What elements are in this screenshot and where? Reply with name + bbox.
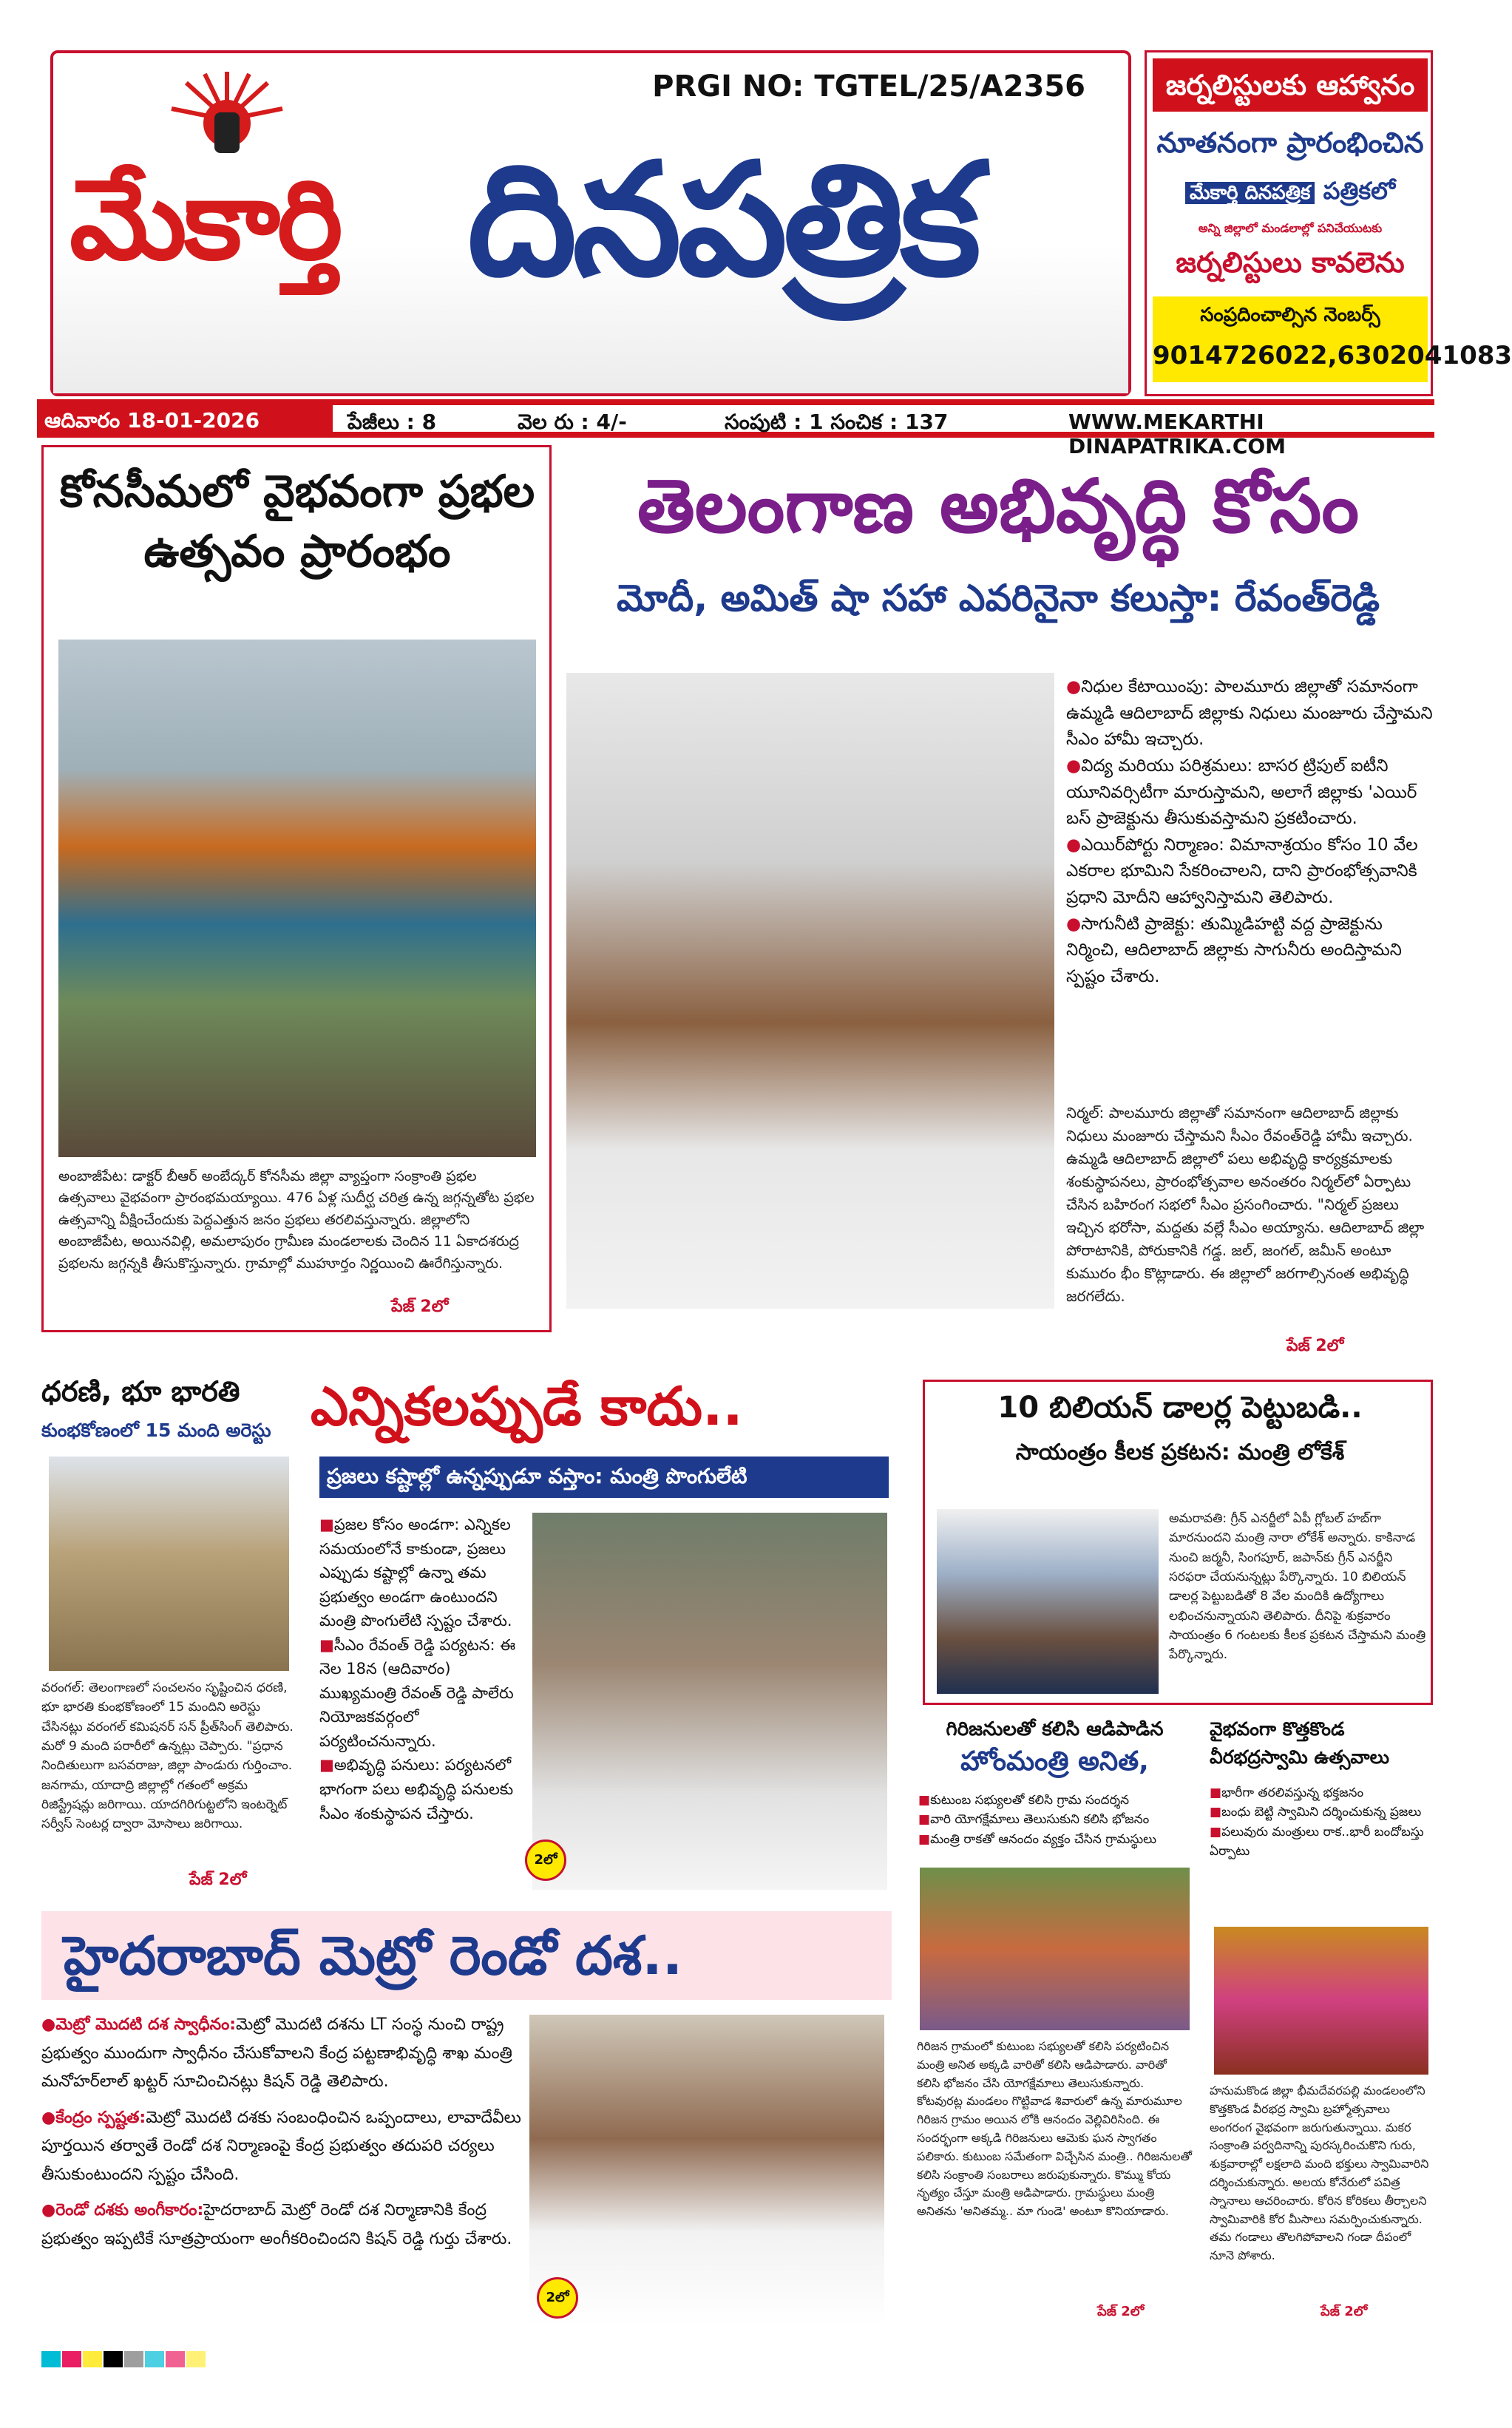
ad-heading: జర్నలిస్టులకు ఆహ్వానం	[1153, 58, 1428, 112]
dharani-story	[41, 1375, 296, 1893]
kothakonda-bullets	[1210, 1783, 1433, 1861]
anitha-headline-2: హోంమంత్రి అనిత,	[960, 1746, 1149, 1777]
lokesh-story	[923, 1380, 1433, 1705]
elections-bullet: ■ప్రజల కోసం అండగా: ఎన్నికల సమయంలోనే కాకుండా, ప్రజలు ఎప్పుడు కష్టాల్లో ఉన్నా తమ ప్రభుత్వం అండగా ఉంటుందని మంత్రి పొంగులేటి స్పష్టం చేశారు.	[319, 1516, 512, 1630]
kothakonda-bullet: ■పలువురు మంత్రులు రాక..భారీ బందోబస్తు ఏర్పాటు	[1210, 1824, 1424, 1859]
elections-headline: ఎన్నికలప్పుడే కాదు..	[311, 1375, 743, 1437]
journalist-recruitment-ad	[1145, 50, 1512, 396]
website: WWW.MEKARTHI DINAPATRIKA.COM	[1068, 410, 1286, 458]
kothakonda-caption: హనుమకొండ జిల్లా భీమదేవరపల్లి మండలంలోని కొత్తకొండ వీరభద్ర స్వామి బ్రహ్మోత్సవాలు అంగరంగ వైభవంగా జరుగుతున్నాయి. మకర సంక్రాంతి పర్వదినాన్ని పురస్కరించుకొని గురు, శుక్రవారాల్లో లక్షలాది మంది భక్తులు స్వామివారిని దర్శించుకున్నారు. అలయ కోనేరులో పవిత్ర స్నానాలు ఆచరించారు. కోరిన కోరికలు తీర్చాలని స్వామివారికి కోర మీసాలు సమర్పించుకున్నారు. తమ గండాలు తొలగిపోవాలని గండా దీపంలో నూనె పోశారు.	[1210, 2083, 1429, 2263]
lead-bullets	[1066, 674, 1436, 991]
metro-bullet-label: రెండో దశకు అంగీకారం:	[55, 2201, 204, 2220]
elections-bullet: ■సీఎం రేవంత్ రెడ్డి పర్యటన: ఈ నెల 18న (ఆదివారం) ముఖ్యమంత్రి రేవంత్ రెడ్డి పాలేరు నియోజకవర్గంలో పర్యటించనున్నారు.	[319, 1635, 516, 1750]
anitha-bullet: ■వారి యోగక్షేమాలు తెలుసుకుని కలిసి భోజనం	[918, 1812, 1150, 1828]
ad-contact-label: సంప్రదించాల్సిన నెంబర్స్	[1200, 304, 1380, 326]
masthead	[50, 50, 1131, 396]
lead-continued[interactable]: పేజ్ 2లో	[1286, 1337, 1344, 1355]
konaseema-caption: అంబాజీపేట: డాక్టర్ బీఆర్ అంబేద్కర్ కోనసీమ జిల్లా వ్యాప్తంగా సంక్రాంతి ప్రభల ఉత్సవాలు వైభవంగా ప్రారంభమయ్యాయి. 476 ఏళ్ల సుదీర్ఘ చరిత్ర ఉన్న జగ్గన్నతోట ప్రభల ఉత్సవాన్ని వీక్షించేందుకు పెద్దఎత్తున జనం ప్రభలు తరలివస్తున్నారు. జిల్లాలోని అంబాజీపేట, అయినవిల్లి, అమలాపురం గ్రామీణ మండలాలకు చెందిన 11 ఏకాదశరుద్ర ప్రభలను జగ్గన్నకి తీసుకొస్తున్నారు. గ్రామాల్లో ముహూర్తం నిర్ణయించి ఊరేగిస్తున్నారు.	[58, 1168, 535, 1272]
printer-color-strip	[41, 2351, 1434, 2373]
elections-page2-badge[interactable]: 2లో	[525, 1839, 566, 1881]
kothakonda-story	[1210, 1712, 1433, 2333]
issue-info-bar	[37, 399, 1434, 458]
lead-body: నిర్మల్: పాలమూరు జిల్లాతో సమానంగా ఆదిలాబాద్ జిల్లాకు నిధులు మంజూరు చేస్తామని సీఎం రేవంత్‌రెడ్డి హామీ ఇచ్చారు. ఉమ్మడి ఆదిలాబాద్ జిల్లాలో పలు అభివృద్ధి కార్యక్రమాలకు శంకుస్థాపనలు, ప్రారంభోత్సవాల అనంతరం నిర్మల్‌లో ఏర్పాటు చేసిన బహిరంగ సభలో సీఎం ప్రసంగించారు. "నిర్మల్ ప్రజలు ఇచ్చిన భరోసా, మద్దతు వల్లే సీఎం అయ్యాను. ఆదిలాబాద్ జిల్లా పోరాటానికి, పోరుకానికి గడ్డ. జల్, జంగల్, జమీన్ అంటూ కుమురం భీం కొట్లాడారు. ఈ జిల్లాలో జరగాల్సినంత అభివృద్ధి జరగలేదు.	[1066, 1104, 1425, 1305]
dharani-continued[interactable]: పేజ్ 2లో	[189, 1871, 247, 1889]
kishan-reddy-photo	[529, 2015, 884, 2325]
issue-date: ఆదివారం 18-01-2026	[37, 405, 333, 432]
elections-subhead: ప్రజలు కష్టాల్లో ఉన్నప్పుడూ వస్తాం: మంత్రి పొంగులేటి	[319, 1457, 889, 1498]
ponguleti-photo	[532, 1513, 887, 1890]
ad-contact-block	[1153, 296, 1512, 382]
kothakonda-headline-1: వైభవంగా కొత్తకొండ	[1210, 1718, 1345, 1740]
revanth-reddy-photo	[566, 673, 1054, 1309]
metro-bullet: ●కేంద్రం స్పష్టత:మెట్రో మొదటి దశకు సంబంధించిన ఒప్పందాలు, లావాదేవీలు పూర్తయిన తర్వాతే రెండో దశ నిర్మాణంపై కేంద్ర ప్రభుత్వం తదుపరి చర్యలు తీసుకుంటుందని స్పష్టం చేసింది.	[41, 2108, 521, 2184]
lead-bullet: ●విద్య మరియు పరిశ్రమలు: బాసర ట్రిపుల్ ఐటీని యూనివర్సిటీగా మారుస్తామని, అలాగే జిల్లాకు 'ఎయిర్ బస్ ప్రాజెక్టును తీసుకువస్తామని ప్రకటించారు.	[1066, 756, 1417, 829]
anitha-bullets	[918, 1791, 1192, 1849]
dharani-caption: వరంగల్: తెలంగాణలో సంచలనం సృష్టించిన ధరణి, భూ భారతి కుంభకోణంలో 15 మందిని అరెస్టు చేసినట్లు వరంగల్ కమిషనర్ సన్ ప్రీత్‌సింగ్ తెలిపారు. మరో 9 మంది పరారీలో ఉన్నట్లు చెప్పారు. "ప్రధాన నిందితులుగా బసవరాజు, జిల్లా పాండురు గుర్తించాం. జనగామ, యాదాద్రి జిల్లాల్లో గతంలో అక్రమ రిజిస్ట్రేషన్లు జరిగాయి. యాదగిరిగుట్టలోని ఇంటర్నెట్ సర్వీస్ సెంటర్ల ద్వారా మోసాలు జరిగాయి.	[41, 1681, 294, 1832]
kothakonda-continued[interactable]: పేజ్ 2లో	[1321, 2304, 1368, 2319]
raised-fist-logo-icon	[164, 68, 290, 164]
kothakonda-bullet: ■బంధు బెట్టి స్వామిని దర్శించుకున్న ప్రజలు	[1210, 1805, 1422, 1820]
issue-price: వెల రు : 4/-	[518, 410, 627, 434]
metro-bullet: ●మెట్రో మొదటి దశ స్వాధీనం:మెట్రో మొదటి దశను LT సంస్థ నుంచి రాష్ట్ర ప్రభుత్వం ముందుగా స్వాధీనం చేసుకోవాలని కేంద్ర పట్టణాభివృద్ధి శాఖ మంత్రి మనోహర్‌లాల్ ఖట్టర్ సూచించినట్లు కిషన్ రెడ్డి తెలిపారు.	[41, 2015, 512, 2091]
metro-story	[41, 1911, 892, 2333]
metro-bullet: ●రెండో దశకు అంగీకారం:హైదరాబాద్ మెట్రో రెండో దశ నిర్మాణానికి కేంద్ర ప్రభుత్వం ఇప్పటికే సూత్రప్రాయంగా అంగీకరించిందని కిషన్ రెడ్డి గుర్తు చేశారు.	[41, 2201, 512, 2248]
lead-headline: తెలంగాణ అభివృద్ధి కోసం	[637, 463, 1360, 549]
metro-bullet-label: కేంద్రం స్పష్టత:	[55, 2108, 146, 2127]
ad-brand: మేకార్తి దినపత్రిక	[1185, 182, 1315, 204]
dharani-subhead: కుంభకోణంలో 15 మంది అరెస్టు	[41, 1420, 271, 1441]
ad-contact-numbers: 9014726022,6302041083	[1153, 341, 1512, 370]
logo-dinapatrika: దినపత్రిక	[467, 128, 977, 311]
anitha-headline-1: గిరిజనులతో కలిసి ఆడిపాడిన	[946, 1718, 1164, 1740]
lokesh-headline: 10 బిలియన్ డాలర్ల పెట్టుబడి..	[997, 1391, 1363, 1425]
konaseema-continued[interactable]: పేజ్ 2లో	[391, 1298, 449, 1316]
elections-bullets	[319, 1513, 523, 1825]
lead-bullet: ●సాగునీటి ప్రాజెక్టు: తుమ్మిడిహట్టి వద్ద ప్రాజెక్టును నిర్మించి, ఆదిలాబాద్ జిల్లాకు సాగునీరు అందిస్తామని స్పష్టం చేశారు.	[1066, 914, 1402, 987]
ad-brand-suffix: పత్రికలో	[1323, 177, 1396, 205]
tribal-village-photo	[920, 1868, 1190, 2030]
metro-page2-badge[interactable]: 2లో	[537, 2277, 578, 2319]
lokesh-caption: అమరావతి: గ్రీన్ ఎనర్జీలో ఏపీ గ్లోబల్ హబ్‌గా మారనుందని మంత్రి నారా లోకేశ్ అన్నారు. కాకినాడ నుంచి జర్మనీ, సింగపూర్, జపాన్‌కు గ్రీన్ ఎనర్జీని సరఫరా చేయనున్నట్లు పేర్కొన్నారు. 10 బిలియన్ డాలర్ల పెట్టుబడితో 8 వేల మందికి ఉద్యోగాలు లభించనున్నాయని తెలిపారు. దీనిపై శుక్రవారం సాయంత్రం 6 గంటలకు కీలక ప్రకటన చేస్తామని మంత్రి పేర్కొన్నారు.	[1169, 1511, 1426, 1663]
prabhala-festival-photo	[58, 640, 536, 1157]
anitha-bullet: ■మంత్రి రాకతో ఆనందం వ్యక్తం చేసిన గ్రామస్థులు	[918, 1831, 1157, 1847]
prgi-number: PRGI NO: TGTEL/25/A2356	[652, 69, 1085, 104]
elections-bullet: ■అభివృద్ధి పనులు: పర్యటనలో భాగంగా పలు అభివృద్ధి పనులకు సీఎం శంకుస్థాపన చేస్తారు.	[319, 1756, 514, 1822]
elections-story	[311, 1375, 895, 1893]
kothakonda-headline-2: వీరభద్రస్వామి ఉత్సవాలు	[1210, 1746, 1389, 1768]
issue-volume: సంపుటి : 1 సంచిక : 137	[725, 410, 949, 434]
konaseema-story	[41, 445, 552, 1332]
ad-line-new: నూతనంగా ప్రారంభించిన	[1156, 126, 1424, 159]
metro-headline: హైదరాబాద్ మెట్రో రెండో దశ..	[64, 1925, 683, 1987]
anitha-bullet: ■కుటుంబ సభ్యులతో కలిసి గ్రామ సందర్శన	[918, 1793, 1130, 1808]
anitha-continued[interactable]: పేజ్ 2లో	[1097, 2304, 1145, 2319]
lead-subhead: మోదీ, అమిత్ షా సహా ఎవరినైనా కలుస్తా: రేవంత్‌రెడ్డి	[616, 577, 1380, 620]
konaseema-headline: కోనసీమలో వైభవంగా ప్రభల ఉత్సవం ప్రారంభం	[59, 466, 535, 577]
lead-bullet: ●ఎయిర్‌పోర్టు నిర్మాణం: విమానాశ్రయం కోసం 10 వేల ఎకరాల భూమిని సేకరించాలని, దాని ప్రారంభోత్సవానికి ప్రధాని మోదీని ఆహ్వానిస్తామని తెలిపారు.	[1066, 835, 1418, 908]
metro-bullet-label: మెట్రో మొదటి దశ స్వాధీనం:	[55, 2015, 237, 2034]
metro-bullets	[41, 2011, 522, 2254]
ad-line-districts: అన్ని జిల్లాలో మండలాల్లో పనిచేయుటకు	[1198, 221, 1383, 235]
lead-bullet: ●నిధుల కేటాయింపు: పాలమూరు జిల్లాతో సమానంగా ఉమ్మడి ఆదిలాబాద్ జిల్లాకు నిధులు మంజూరు చేస్తామని సీఎం హామీ ఇచ్చారు.	[1066, 677, 1433, 750]
nara-lokesh-photo	[937, 1509, 1159, 1694]
ad-line-brand	[1153, 177, 1428, 211]
lokesh-subhead: సాయంత్రం కీలక ప్రకటన: మంత్రి లోకేశ్	[1015, 1439, 1345, 1465]
kothakonda-bullet: ■భారీగా తరలివస్తున్న భక్తజనం	[1210, 1786, 1364, 1800]
police-commissioner-photo	[49, 1457, 289, 1671]
veerabhadra-swamy-photo	[1214, 1927, 1428, 2075]
anitha-caption: గిరిజన గ్రామంలో కుటుంబ సభ్యులతో కలిసి పర్యటించిన మంత్రి అనిత అక్కడి వారితో కలిసి ఆడిపాడారు. వారితో కలిసి భోజనం చేసి యోగక్షేమాలు తెలుసుకున్నారు. కోటవురట్ల మండలం గొట్టివాడ శివారులో ఉన్న మారుమూల గిరిజన గ్రామం అయిన లోకి ఆనందం వెల్లివిరిసింది. ఈ సందర్భంగా అక్కడి గిరిజనులు ఆమెకు ఘన స్వాగతం పలికారు. కుటుంబ సమేతంగా విచ్చేసిన మంత్రి.. గిరిజనులతో కలిసి సంక్రాంతి సంబరాలు జరుపుకున్నారు. కొమ్ము కోయ నృత్యం చేస్తూ మంత్రి ఆడిపాడారు. గ్రామస్థులు మంత్రి అనితను 'అనితమ్మ.. మా గుండె' అంటూ కొనియాడారు.	[917, 2039, 1193, 2219]
logo-mekarthi: మేకార్తి	[70, 155, 340, 285]
metro-headline-band	[41, 1911, 892, 2000]
dharani-headline: ధరణి, భూ భారతి	[41, 1375, 240, 1408]
issue-pages: పేజీలు : 8	[348, 410, 437, 434]
ad-line-wanted: జర్నలిస్టులు కావలెను	[1176, 246, 1405, 279]
anitha-story	[912, 1712, 1197, 2333]
